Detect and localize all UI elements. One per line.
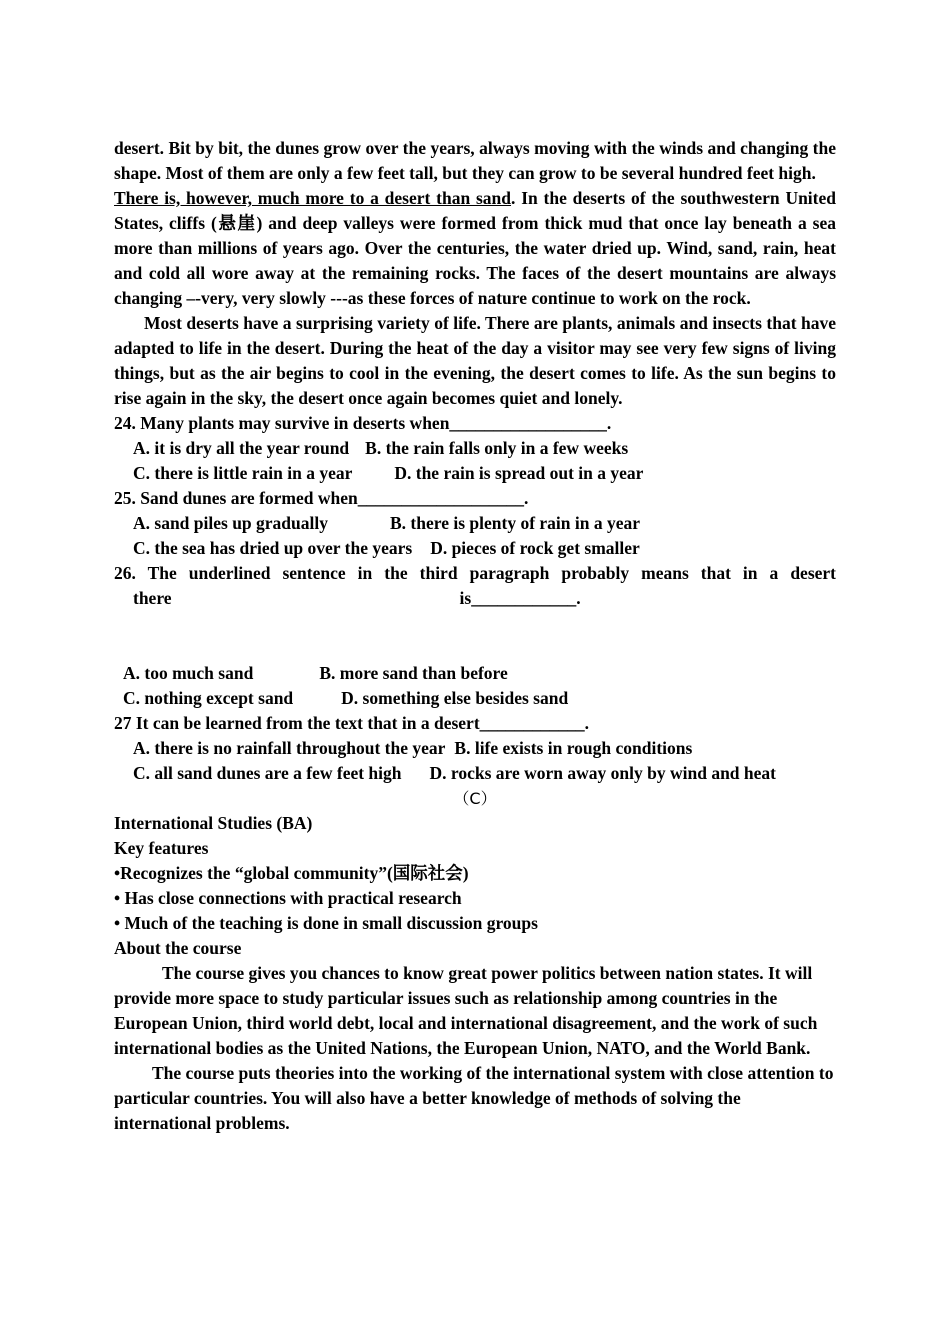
q24-option-b: B. the rain falls only in a few weeks [365,438,629,458]
q24-option-d: D. the rain is spread out in a year [394,463,644,483]
q26-is: is____________. [459,588,581,608]
q24-option-c: C. there is little rain in a year [133,463,353,483]
q26-option-c: C. nothing except sand [123,688,294,708]
feature-item-3: • Much of the teaching is done in small discussion groups [114,913,538,933]
document-page [114,136,836,1136]
question-26-stem: 26. The underlined sentence in the third paragraph probably means that in a desert [114,563,836,583]
q27-option-b: B. life exists in rough conditions [454,738,693,758]
feature-item-1: •Recognizes the “global community”(国际社会) [114,863,469,883]
passage-paragraph-3: Most deserts have a surprising variety of life. There are plants, animals and insects that have adapted to life in the desert. During the heat of the day a visitor may see very few signs of living things, but as the air begins to cool in the evening, the desert comes to life. As the sun begins to rise again in the sky, the desert once again becomes quiet and lonely. [114,313,836,408]
underlined-sentence: There is, however, much more to a desert than sand [114,188,512,208]
passage-paragraph-1: desert. Bit by bit, the dunes grow over the years, always moving with the winds and changing the shape. Most of them are only a few feet tall, but they can grow to be several hundred feet high. [114,138,836,183]
about-paragraph-1: The course gives you chances to know great power politics between nation states. It will provide more space to study particular issues such as relationship among countries in the European Union, third world debt, local and international disagreement, and the work of such international bodies as the United Nations, the European Union, NATO, and the World Bank. [114,963,818,1058]
question-26-options-row-1 [114,661,836,686]
q26-there: there [133,588,172,608]
key-features-heading: Key features [114,838,209,858]
passage-paragraph-2-rest: . In the deserts of the southwestern United States, cliffs (悬崖) and deep valleys were formed from thick mud that once lay beneath a sea more than millions of years ago. Over the centuries, the water dried up. Wind, sand, rain, heat and cold all wore away at the remaining rocks. The faces of the desert mountains are always changing –-very, very slowly ---as these forces of nature continue to work on the rock. [114,188,837,308]
q27-option-c: C. all sand dunes are a few feet high [133,763,402,783]
program-title: International Studies (BA) [114,813,313,833]
question-25-stem: 25. Sand dunes are formed when___________________. [114,488,529,508]
q24-option-a: A. it is dry all the year round [133,438,350,458]
passage-paragraph-2 [114,186,836,311]
q26-option-b: B. more sand than before [319,663,508,683]
question-27-options-row-1 [114,736,836,761]
question-24-stem: 24. Many plants may survive in deserts when__________________. [114,413,612,433]
q25-option-d: D. pieces of rock get smaller [430,538,640,558]
q27-option-a: A. there is no rainfall throughout the year [133,738,446,758]
question-26-stem-cont [114,586,836,611]
question-27-options-row-2 [114,761,836,786]
q25-option-c: C. the sea has dried up over the years [133,538,413,558]
question-25-options-row-2 [114,536,836,561]
q25-option-b: B. there is plenty of rain in a year [390,513,641,533]
q26-option-a: A. too much sand [123,663,254,683]
about-heading: About the course [114,938,242,958]
question-25-options-row-1 [114,511,836,536]
question-27-stem: 27 It can be learned from the text that in a desert____________. [114,713,590,733]
q27-option-d: D. rocks are worn away only by wind and heat [429,763,776,783]
feature-item-2: • Has close connections with practical research [114,888,462,908]
question-26-options-row-2 [114,686,836,711]
question-24-options-row-2 [114,461,836,486]
q26-option-d: D. something else besides sand [341,688,569,708]
blank-space [114,611,836,661]
about-paragraph-2: The course puts theories into the working of the international system with close attention to particular countries. You will also have a better knowledge of methods of solving the international problems. [114,1063,834,1133]
section-c-label: （C） [453,789,497,808]
question-24-options-row-1 [114,436,836,461]
q25-option-a: A. sand piles up gradually [133,513,328,533]
